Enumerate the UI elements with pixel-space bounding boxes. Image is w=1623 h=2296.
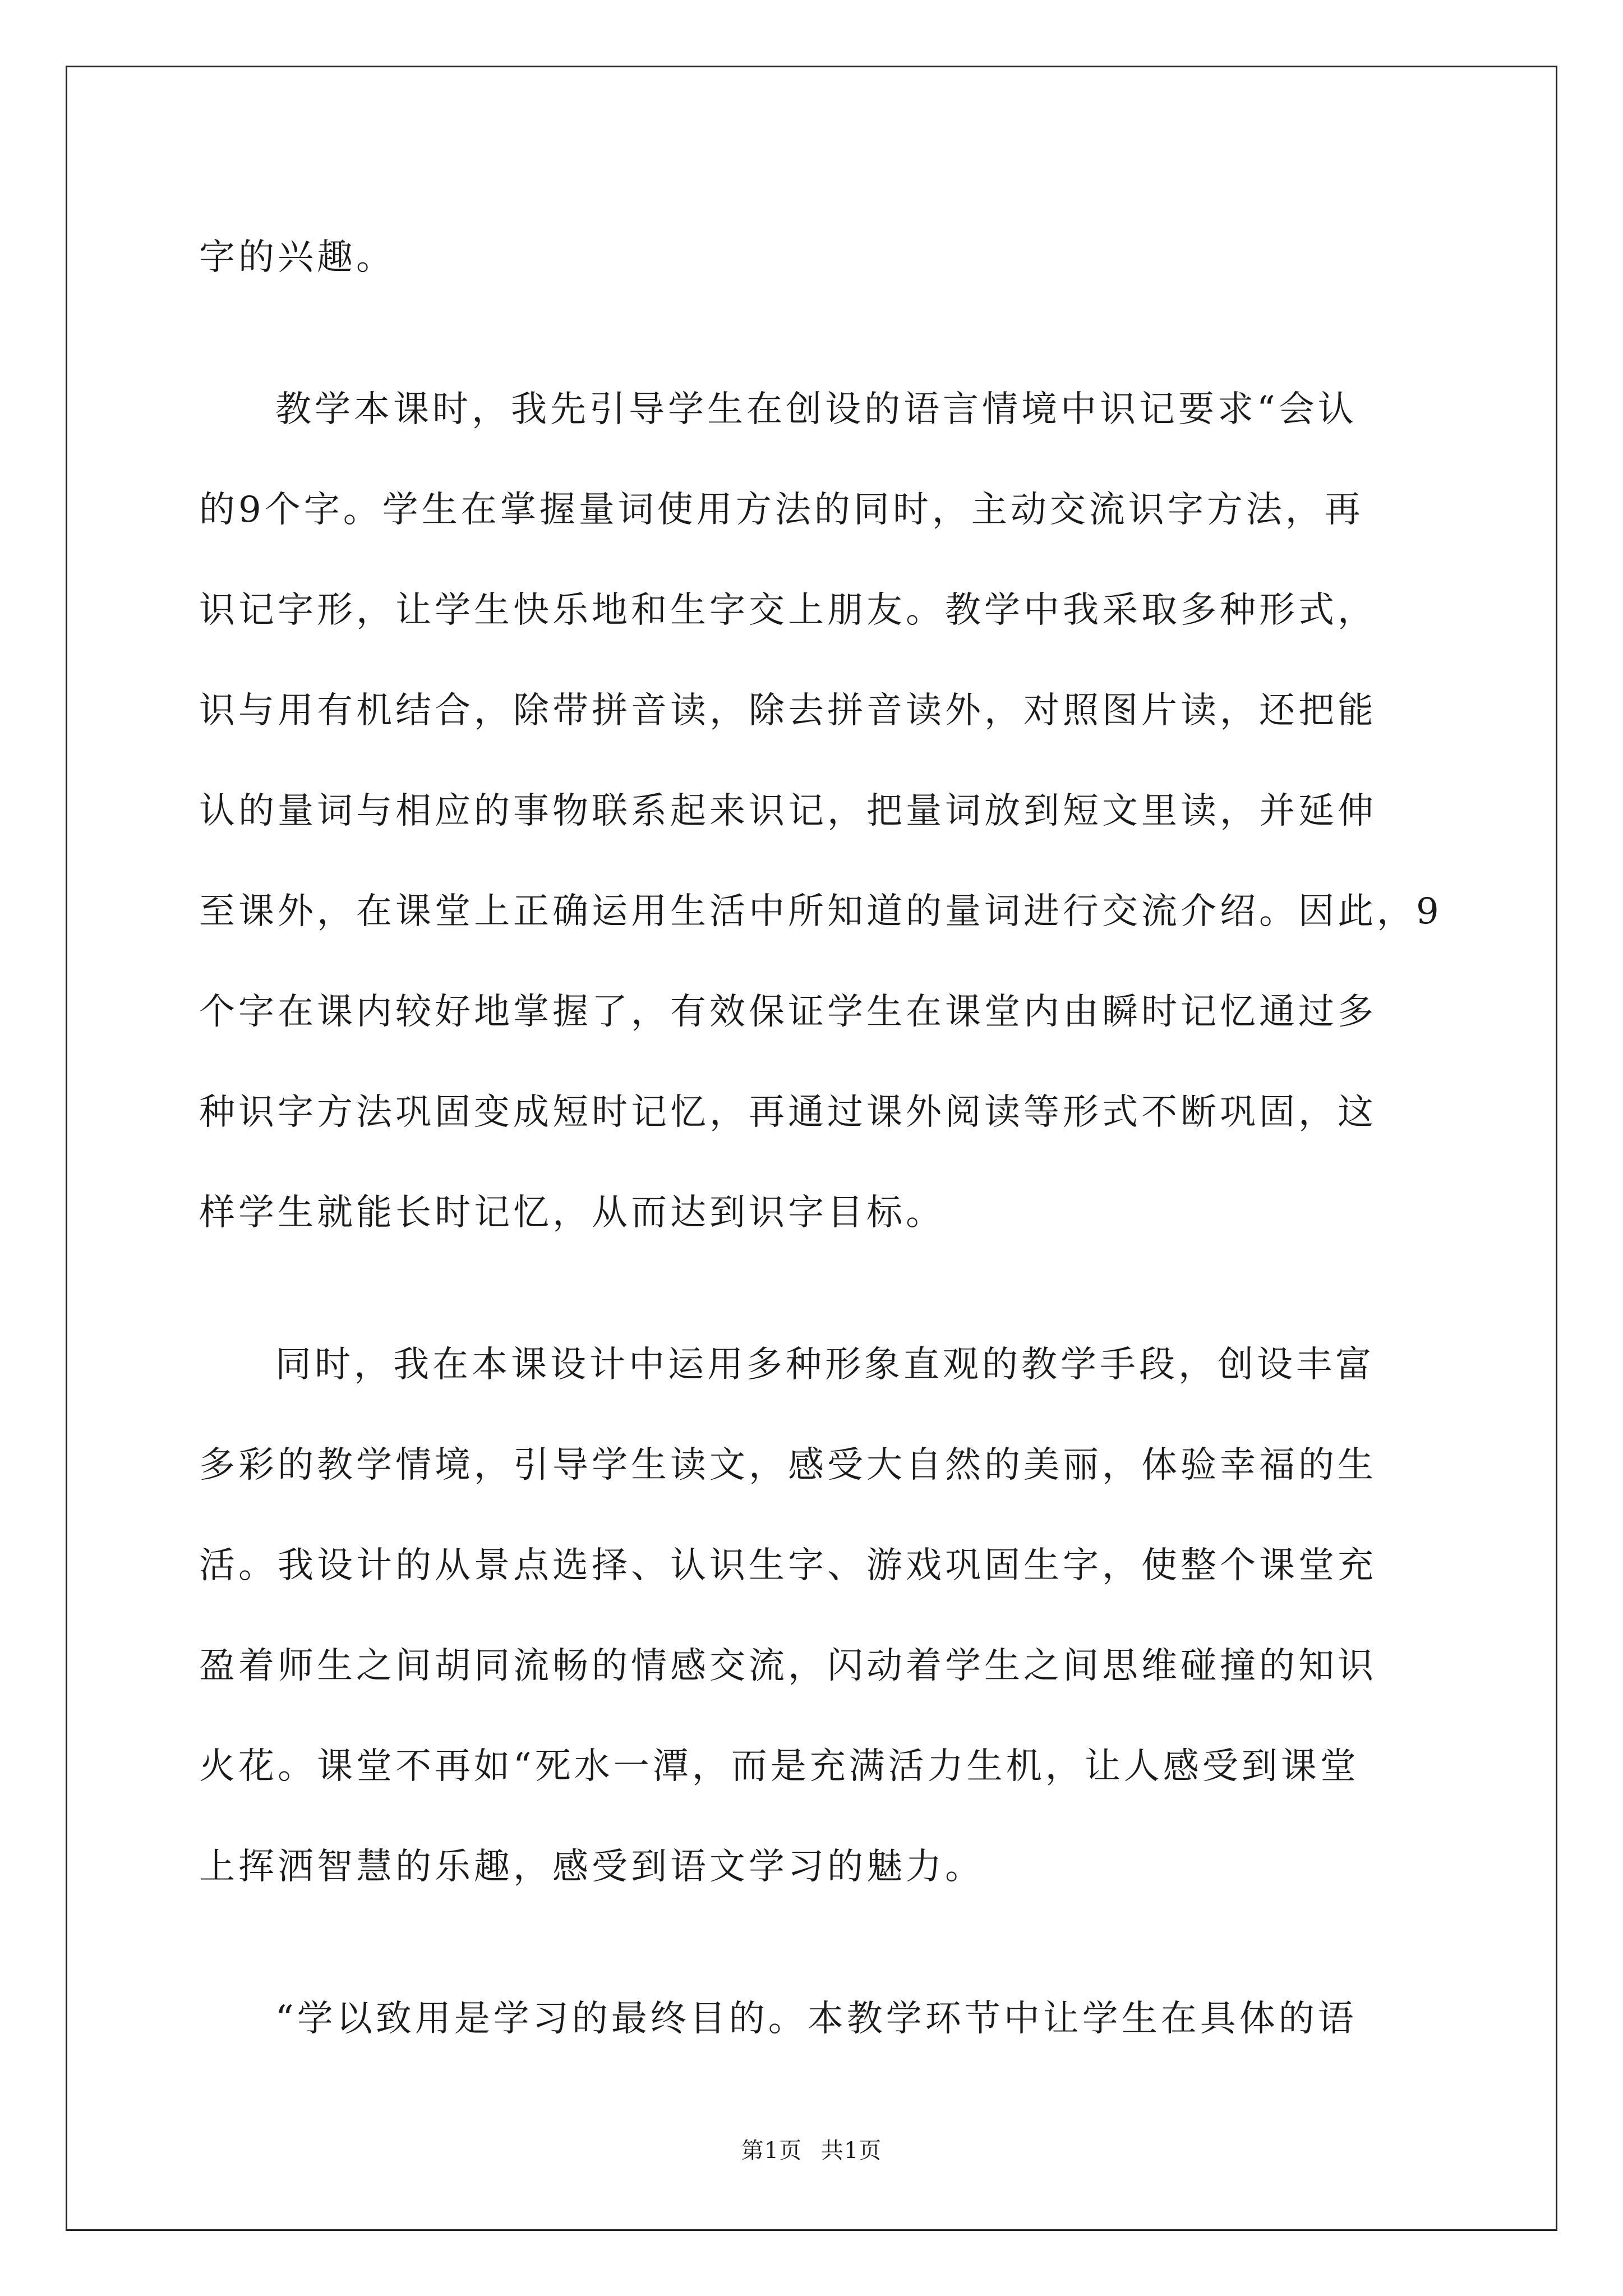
text-line: “学以致用是学习的最终目的。本教学环节中让学生在具体的语 <box>275 1998 1357 2040</box>
page-footer <box>0 2133 1623 2165</box>
text-line: 至课外，在课堂上正确运用生活中所知道的量词进行交流介绍。因此，9 <box>199 891 1442 932</box>
text-line: 种识字方法巩固变成短时记忆，再通过课外阅读等形式不断巩固，这 <box>199 1092 1377 1133</box>
document-body <box>199 208 1489 2069</box>
text-line: 上挥洒智慧的乐趣，感受到语文学习的魅力。 <box>199 1846 984 1888</box>
text-line: 多彩的教学情境，引导学生读文，感受大自然的美丽，体验幸福的生 <box>199 1444 1377 1486</box>
page-total: 共1页 <box>820 2138 882 2164</box>
page-number: 第1页 <box>741 2138 803 2164</box>
text-line: 活。我设计的从景点选择、认识生字、游戏巩固生字，使整个课堂充 <box>199 1545 1377 1586</box>
text-line: 识与用有机结合，除带拼音读，除去拼音读外，对照图片读，还把能 <box>199 690 1377 731</box>
text-line: 的9个字。学生在掌握量词使用方法的同时，主动交流识字方法，再 <box>199 489 1364 531</box>
text-line: 样学生就能长时记忆，从而达到识字目标。 <box>199 1192 945 1234</box>
text-line: 认的量词与相应的事物联系起来识记，把量词放到短文里读，并延伸 <box>199 790 1377 832</box>
text-line: 字的兴趣。 <box>199 237 395 278</box>
text-line: 个字在课内较好地掌握了，有效保证学生在课堂内由瞬时记忆通过多 <box>199 991 1377 1033</box>
text-line: 盈着师生之间胡同流畅的情感交流，闪动着学生之间思维碰撞的知识 <box>199 1645 1377 1687</box>
text-line: 火花。课堂不再如“死水一潭，而是充满活力生机，让人感受到课堂 <box>199 1746 1359 1787</box>
text-line: 教学本课时，我先引导学生在创设的语言情境中识记要求“会认 <box>275 389 1357 430</box>
text-line: 识记字形，让学生快乐地和生字交上朋友。教学中我采取多种形式， <box>199 590 1377 631</box>
text-line: 同时，我在本课设计中运用多种形象直观的教学手段，创设丰富 <box>275 1344 1375 1386</box>
